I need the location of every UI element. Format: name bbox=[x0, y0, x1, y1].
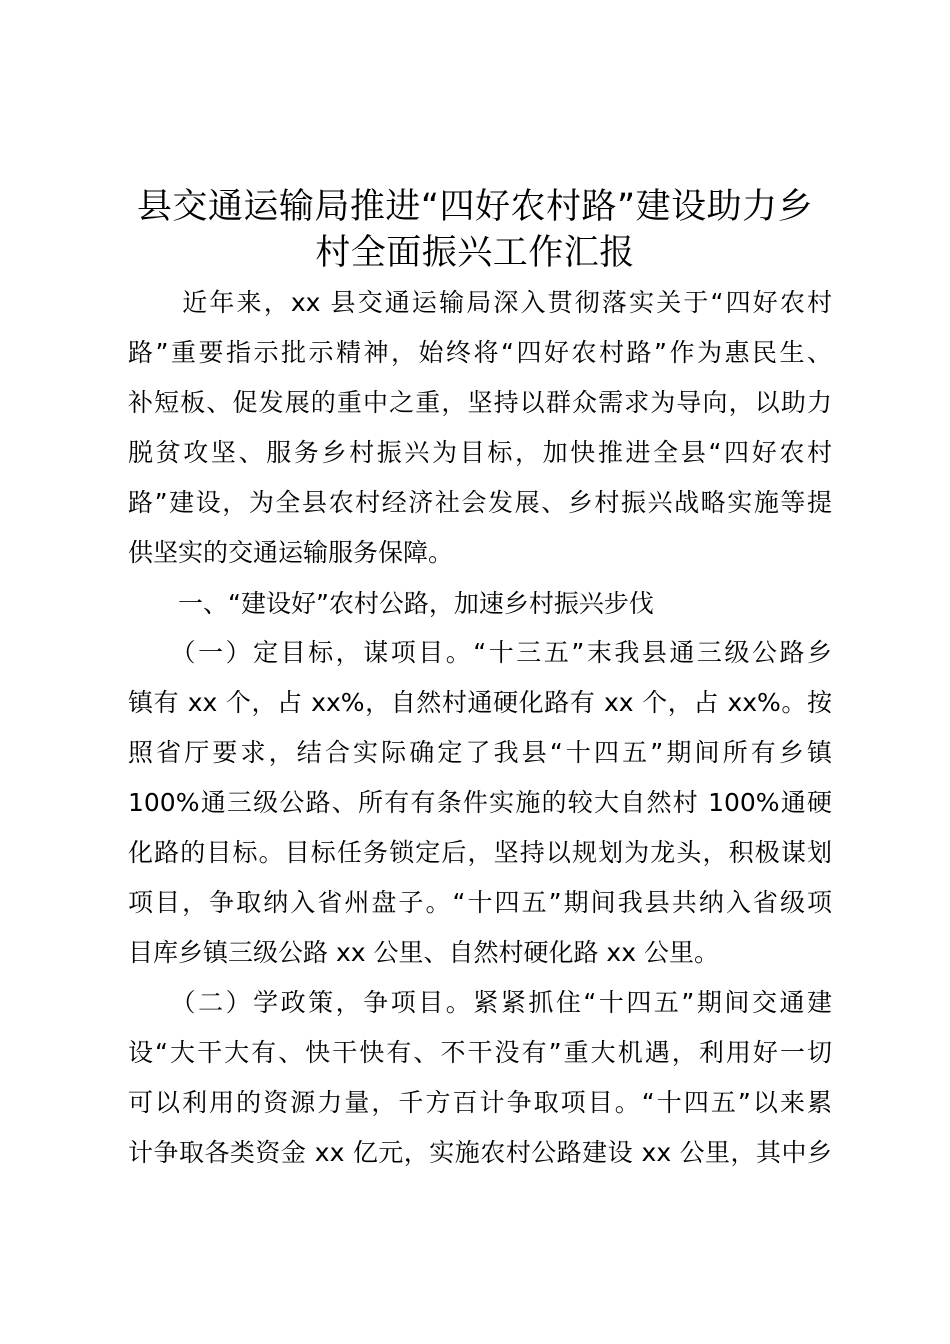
body-text-line: 100%通三级公路、所有有条件实施的较大自然村 100%通硬 bbox=[128, 788, 832, 817]
body-text-line: 近年来，xx 县交通运输局深入贯彻落实关于“四好农村 bbox=[128, 288, 832, 317]
body-text-line: 项目，争取纳入省州盘子。“十四五”期间我县共纳入省级项 bbox=[128, 888, 832, 917]
body-text-line: 镇有 xx 个，占 xx%，自然村通硬化路有 xx 个，占 xx%。按 bbox=[128, 688, 832, 717]
body-text-line: 化路的目标。目标任务锁定后，坚持以规划为龙头，积极谋划 bbox=[128, 838, 832, 867]
body-text-line: 补短板、促发展的重中之重，坚持以群众需求为导向，以助力 bbox=[128, 388, 832, 417]
body-text-line: （一）定目标，谋项目。“十三五”末我县通三级公路乡 bbox=[128, 638, 832, 667]
body-text-line: 路”建设，为全县农村经济社会发展、乡村振兴战略实施等提 bbox=[128, 488, 832, 517]
body-text-line: 照省厅要求，结合实际确定了我县“十四五”期间所有乡镇 bbox=[128, 738, 832, 767]
body-text-line: 目库乡镇三级公路 xx 公里、自然村硬化路 xx 公里。 bbox=[128, 938, 719, 967]
body-text-line: 路”重要指示批示精神，始终将“四好农村路”作为惠民生、 bbox=[128, 338, 832, 367]
body-text-line: （二）学政策，争项目。紧紧抓住“十四五”期间交通建 bbox=[128, 988, 832, 1017]
section-heading: 一、“建设好”农村公路，加速乡村振兴步伐 bbox=[128, 589, 654, 618]
body-text-line: 供坚实的交通运输服务保障。 bbox=[128, 538, 454, 567]
document-title-line-1: 县交通运输局推进“四好农村路”建设助力乡 bbox=[136, 187, 814, 227]
body-text-line: 设“大干大有、快干快有、不干没有”重大机遇，利用好一切 bbox=[128, 1038, 832, 1067]
body-text-line: 脱贫攻坚、服务乡村振兴为目标，加快推进全县“四好农村 bbox=[128, 438, 832, 467]
document-title-line-2: 村全面振兴工作汇报 bbox=[315, 233, 635, 273]
body-text-line: 计争取各类资金 xx 亿元，实施农村公路建设 xx 公里，其中乡 bbox=[128, 1138, 832, 1167]
body-text-line: 可以利用的资源力量，千方百计争取项目。“十四五”以来累 bbox=[128, 1088, 832, 1117]
